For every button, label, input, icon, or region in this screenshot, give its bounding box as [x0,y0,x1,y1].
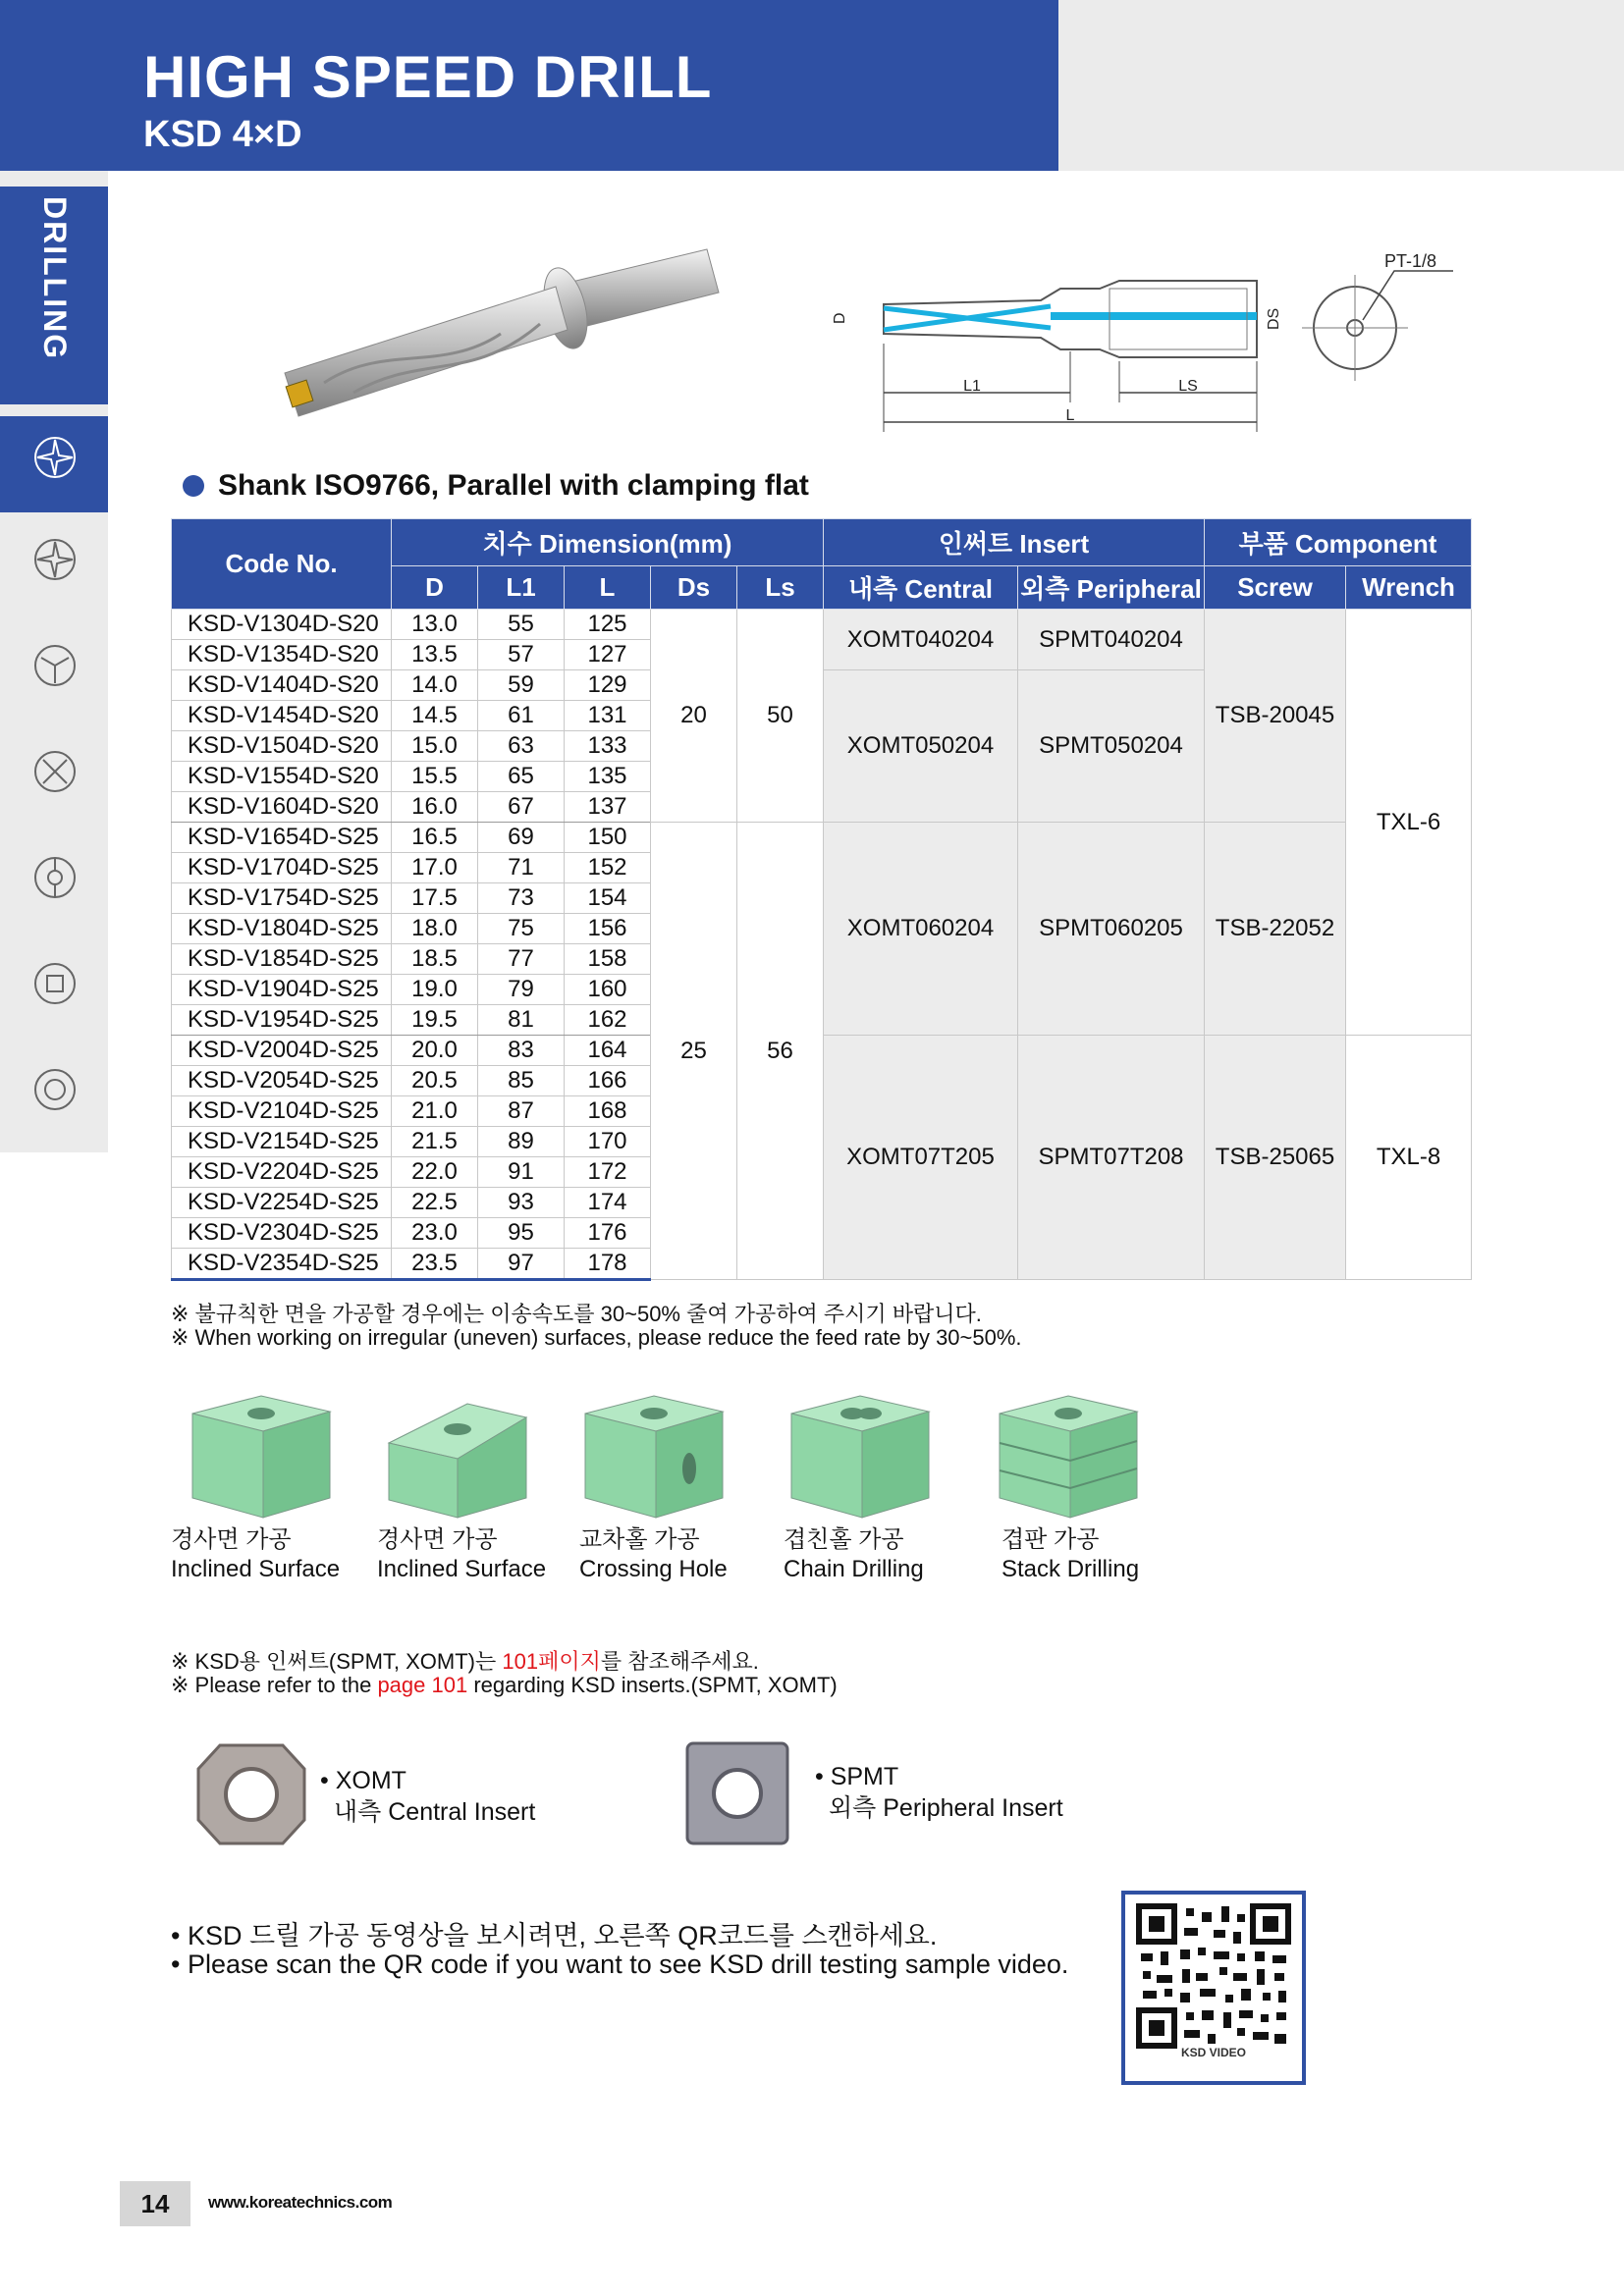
website-link[interactable]: www.koreatechnics.com [208,2193,393,2212]
d-cell: 23.0 [392,1218,478,1249]
xomt-name: • XOMT [320,1767,406,1794]
process-en: Crossing Hole [579,1556,728,1582]
l-cell: 172 [565,1157,651,1188]
l-cell: 174 [565,1188,651,1218]
l1-cell: 75 [478,914,565,944]
dimension-header: 치수 Dimension(mm) [392,519,824,566]
ds-label: DS [1266,307,1282,330]
l1-cell: 61 [478,701,565,731]
l-cell: 176 [565,1218,651,1249]
ds-cell: 25 [651,823,737,1280]
pt-label: PT-1/8 [1384,251,1437,271]
xomt-label [320,1765,535,1828]
process-label-2 [377,1525,546,1584]
central-insert-cell: XOMT040204 [824,610,1018,670]
ls-label: LS [1178,378,1198,395]
side-tab-label: DRILLING [37,196,73,361]
l-cell: 152 [565,853,651,883]
drill-tip-icon [33,962,77,1005]
d-cell: 15.5 [392,762,478,792]
code-cell: KSD-V1804D-S25 [172,914,392,944]
l1-cell: 73 [478,883,565,914]
l1-cell: 87 [478,1096,565,1127]
xomt-desc: 내측 Central Insert [334,1798,536,1826]
spec-table [171,518,1472,1281]
l1-cell: 63 [478,731,565,762]
code-cell: KSD-V1904D-S25 [172,975,392,1005]
code-cell: KSD-V1704D-S25 [172,853,392,883]
l1-label: L1 [963,378,981,395]
xomt-insert-icon [192,1739,310,1849]
d-cell: 17.0 [392,853,478,883]
code-cell: KSD-V1654D-S25 [172,823,392,853]
code-cell: KSD-V1354D-S20 [172,640,392,670]
process-label-1 [171,1525,340,1584]
d-cell: 18.0 [392,914,478,944]
d-cell: 20.5 [392,1066,478,1096]
d-cell: 20.0 [392,1036,478,1066]
screw-cell: TSB-22052 [1205,823,1346,1036]
side-thumb-3[interactable] [0,624,108,721]
refer-en-post: regarding KSD inserts.(SPMT, XOMT) [467,1673,838,1697]
l1-cell: 57 [478,640,565,670]
process-ko: 겹친홀 가공 [784,1526,904,1553]
l1-cell: 77 [478,944,565,975]
drill-photo [265,236,736,432]
refer-note-en [171,1673,838,1698]
l1-cell: 83 [478,1036,565,1066]
process-ko: 교차홀 가공 [579,1526,700,1553]
page-subtitle: KSD 4×D [143,114,302,155]
d-cell: 22.0 [392,1157,478,1188]
code-cell: KSD-V1954D-S25 [172,1005,392,1036]
d-cell: 13.5 [392,640,478,670]
l1-cell: 69 [478,823,565,853]
l-cell: 125 [565,610,651,640]
d-cell: 16.5 [392,823,478,853]
col-l1: L1 [478,566,565,610]
table-row [172,610,1472,640]
col-wrench: Wrench [1346,566,1472,610]
col-ds: Ds [651,566,737,610]
d-cell: 19.5 [392,1005,478,1036]
side-thumb-7[interactable] [0,1048,108,1145]
l1-cell: 91 [478,1157,565,1188]
code-cell: KSD-V1604D-S20 [172,792,392,823]
process-ko: 경사면 가공 [377,1526,498,1553]
d-cell: 16.0 [392,792,478,823]
drill-tip-icon [33,436,77,479]
process-ko: 겹판 가공 [1001,1526,1100,1553]
code-cell: KSD-V2354D-S25 [172,1249,392,1280]
refer-en-pre: ※ Please refer to the [171,1673,378,1697]
l1-cell: 97 [478,1249,565,1280]
peripheral-insert-cell: SPMT07T208 [1018,1036,1205,1280]
spmt-insert-icon [683,1739,791,1847]
side-thumb-1[interactable] [0,416,108,512]
l-cell: 156 [565,914,651,944]
section-bullet [183,475,204,497]
l1-cell: 81 [478,1005,565,1036]
inclined-surface-block-icon [379,1384,536,1522]
l-cell: 166 [565,1066,651,1096]
d-cell: 21.0 [392,1096,478,1127]
table-row [172,823,1472,853]
drill-tip-icon [33,750,77,793]
ls-cell: 50 [737,610,824,823]
d-cell: 22.5 [392,1188,478,1218]
process-en: Inclined Surface [171,1556,341,1582]
code-cell: KSD-V2004D-S25 [172,1036,392,1066]
process-label-4 [784,1525,924,1584]
process-label-3 [579,1525,728,1584]
l-cell: 178 [565,1249,651,1280]
code-header: Code No. [172,519,392,610]
l-cell: 158 [565,944,651,975]
qr-caption: KSD VIDEO [1180,2046,1246,2059]
l1-cell: 95 [478,1218,565,1249]
col-screw: Screw [1205,566,1346,610]
l-cell: 162 [565,1005,651,1036]
l-cell: 154 [565,883,651,914]
l-cell: 168 [565,1096,651,1127]
l-cell: 127 [565,640,651,670]
l-cell: 129 [565,670,651,701]
refer-en-page[interactable]: page 101 [377,1673,468,1697]
d-cell: 17.5 [392,883,478,914]
drill-tip-icon [33,644,77,687]
col-ls: Ls [737,566,824,610]
central-insert-cell: XOMT050204 [824,670,1018,823]
l1-cell: 71 [478,853,565,883]
drill-tip-icon [33,1068,77,1111]
l1-cell: 93 [478,1188,565,1218]
process-label-5 [1001,1525,1139,1584]
l1-cell: 79 [478,975,565,1005]
l1-cell: 89 [478,1127,565,1157]
l1-cell: 67 [478,792,565,823]
drill-drawing [825,245,1463,442]
l-cell: 160 [565,975,651,1005]
side-thumb-4[interactable] [0,730,108,827]
screw-cell: TSB-20045 [1205,610,1346,823]
ls-cell: 56 [737,823,824,1280]
side-thumb-6[interactable] [0,942,108,1039]
code-cell: KSD-V2104D-S25 [172,1096,392,1127]
chain-drilling-block-icon [782,1384,939,1522]
scan-note-en: • Please scan the QR code if you want to see KSD drill testing sample video. [171,1949,1069,1979]
scan-note-ko: • KSD 드릴 가공 동영상을 보시려면, 오른쪽 QR코드를 스캔하세요. [171,1921,938,1950]
side-thumb-2[interactable] [0,518,108,614]
inclined-surface-block-icon [183,1384,340,1522]
crossing-hole-block-icon [575,1384,732,1522]
code-cell: KSD-V1504D-S20 [172,731,392,762]
l1-cell: 55 [478,610,565,640]
screw-cell: TSB-25065 [1205,1036,1346,1280]
col-peripheral: 외측 Peripheral [1018,566,1205,610]
d-cell: 14.5 [392,701,478,731]
drill-tip-icon [33,856,77,899]
d-cell: 19.0 [392,975,478,1005]
qr-code-icon [1135,1902,1292,2050]
stack-drilling-block-icon [990,1384,1147,1522]
l1-cell: 59 [478,670,565,701]
feed-note-en: ※ When working on irregular (uneven) surfaces, please reduce the feed rate by 30~50%. [171,1325,1022,1350]
insert-header: 인써트 Insert [824,519,1205,566]
l-label: L [1065,407,1075,424]
code-cell: KSD-V1304D-S20 [172,610,392,640]
wrench-cell: TXL-8 [1346,1036,1472,1280]
spmt-label [815,1761,1063,1824]
peripheral-insert-cell: SPMT060205 [1018,823,1205,1036]
d-label: D [832,312,848,324]
refer-ko-pre: ※ KSD용 인써트(SPMT, XOMT)는 [171,1649,503,1674]
d-cell: 23.5 [392,1249,478,1280]
d-cell: 18.5 [392,944,478,975]
l-cell: 135 [565,762,651,792]
wrench-cell: TXL-6 [1346,610,1472,1036]
col-central: 내측 Central [824,566,1018,610]
ds-cell: 20 [651,610,737,823]
l1-cell: 65 [478,762,565,792]
code-cell: KSD-V1554D-S20 [172,762,392,792]
process-ko: 경사면 가공 [171,1526,292,1553]
l1-cell: 85 [478,1066,565,1096]
page-number: 14 [140,2189,170,2218]
d-cell: 21.5 [392,1127,478,1157]
code-cell: KSD-V2304D-S25 [172,1218,392,1249]
code-cell: KSD-V2054D-S25 [172,1066,392,1096]
central-insert-cell: XOMT07T205 [824,1036,1018,1280]
drill-tip-icon [33,538,77,581]
d-cell: 13.0 [392,610,478,640]
central-insert-cell: XOMT060204 [824,823,1018,1036]
refer-ko-page[interactable]: 101페이지 [502,1649,601,1674]
l-cell: 133 [565,731,651,762]
process-en: Inclined Surface [377,1556,547,1582]
code-cell: KSD-V1454D-S20 [172,701,392,731]
peripheral-insert-cell: SPMT050204 [1018,670,1205,823]
component-header: 부품 Component [1205,519,1472,566]
code-cell: KSD-V2154D-S25 [172,1127,392,1157]
l-cell: 164 [565,1036,651,1066]
code-cell: KSD-V2204D-S25 [172,1157,392,1188]
refer-ko-post: 를 참조해주세요. [600,1649,759,1674]
l-cell: 131 [565,701,651,731]
d-cell: 15.0 [392,731,478,762]
section-heading: Shank ISO9766, Parallel with clamping flat [218,469,809,502]
l-cell: 170 [565,1127,651,1157]
l-cell: 150 [565,823,651,853]
process-en: Chain Drilling [784,1556,924,1582]
feed-note-ko: ※ 불규칙한 면을 가공할 경우에는 이송속도를 30~50% 줄여 가공하여 주시기 바랍니다. [171,1302,982,1326]
l-cell: 137 [565,792,651,823]
side-thumb-5[interactable] [0,836,108,933]
process-en: Stack Drilling [1001,1556,1140,1582]
col-l: L [565,566,651,610]
code-cell: KSD-V2254D-S25 [172,1188,392,1218]
d-cell: 14.0 [392,670,478,701]
page-title: HIGH SPEED DRILL [143,44,713,110]
spmt-name: • SPMT [815,1763,899,1790]
header-grey-band [1058,0,1624,171]
refer-note-ko [171,1645,759,1676]
code-cell: KSD-V1854D-S25 [172,944,392,975]
col-d: D [392,566,478,610]
code-cell: KSD-V1754D-S25 [172,883,392,914]
code-cell: KSD-V1404D-S20 [172,670,392,701]
spmt-desc: 외측 Peripheral Insert [829,1794,1063,1822]
peripheral-insert-cell: SPMT040204 [1018,610,1205,670]
